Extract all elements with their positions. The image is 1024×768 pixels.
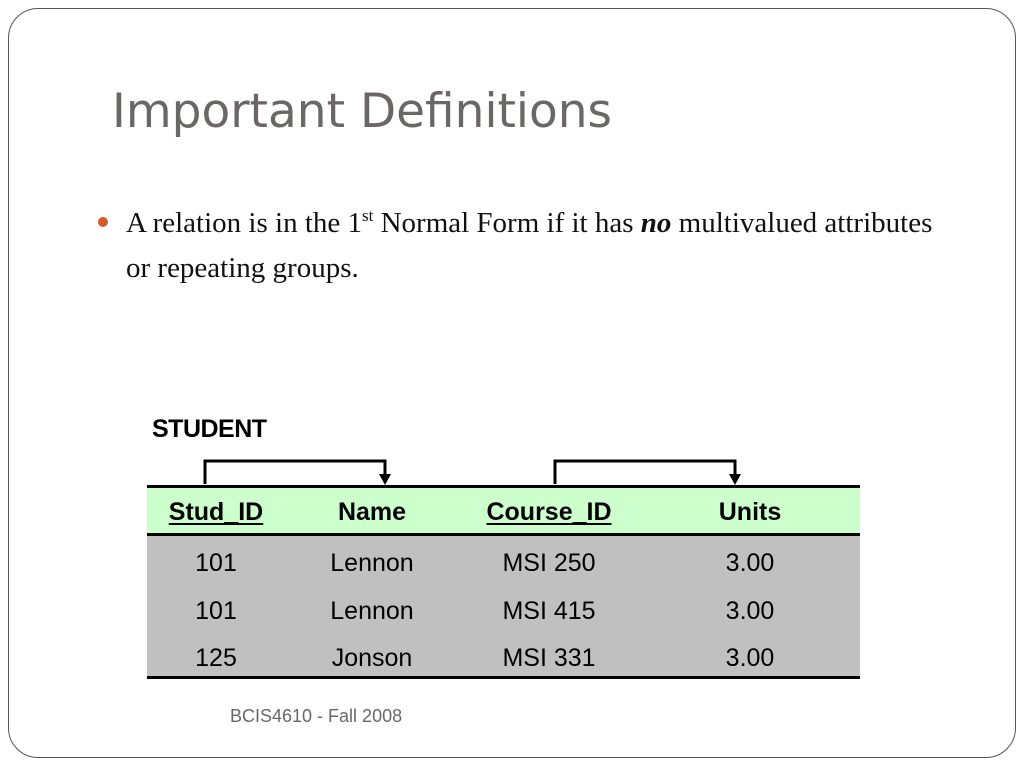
table-cell: 101 xyxy=(195,549,237,577)
table-body xyxy=(147,536,860,679)
slide-title: Important Definitions xyxy=(112,84,613,139)
table-cell: 3.00 xyxy=(725,549,775,577)
bullet-text-superscript: st xyxy=(362,206,374,225)
table-cell: MSI 415 xyxy=(502,597,596,625)
table-cell: Jonson xyxy=(331,644,413,672)
header-stud-id: Stud_ID xyxy=(168,498,264,526)
table-label: STUDENT xyxy=(152,415,267,443)
table-cell: 125 xyxy=(195,644,237,672)
bullet-text-emphasis: no xyxy=(640,207,672,239)
table-header-row xyxy=(147,485,860,536)
bullet-text-mid: Normal Form if it has xyxy=(373,207,641,239)
header-units: Units xyxy=(718,498,782,526)
table-cell: 3.00 xyxy=(725,644,775,672)
table-cell: MSI 250 xyxy=(502,549,596,577)
bullet-text-post: multivalued attributes or repeating groups. xyxy=(126,207,933,284)
table-cell: 101 xyxy=(195,597,237,625)
bullet-dot-icon xyxy=(98,217,108,227)
table-cell: 3.00 xyxy=(725,597,775,625)
header-name: Name xyxy=(337,498,407,526)
table-cell: Lennon xyxy=(330,549,414,577)
header-course-id: Course_ID xyxy=(486,498,612,526)
table-cell: MSI 331 xyxy=(502,644,596,672)
slide-footer: BCIS4610 - Fall 2008 xyxy=(230,706,403,726)
bullet-text xyxy=(126,201,946,291)
table-cell: Lennon xyxy=(330,597,414,625)
bullet-text-pre: A relation is in the 1 xyxy=(126,207,362,239)
student-table xyxy=(147,485,860,679)
